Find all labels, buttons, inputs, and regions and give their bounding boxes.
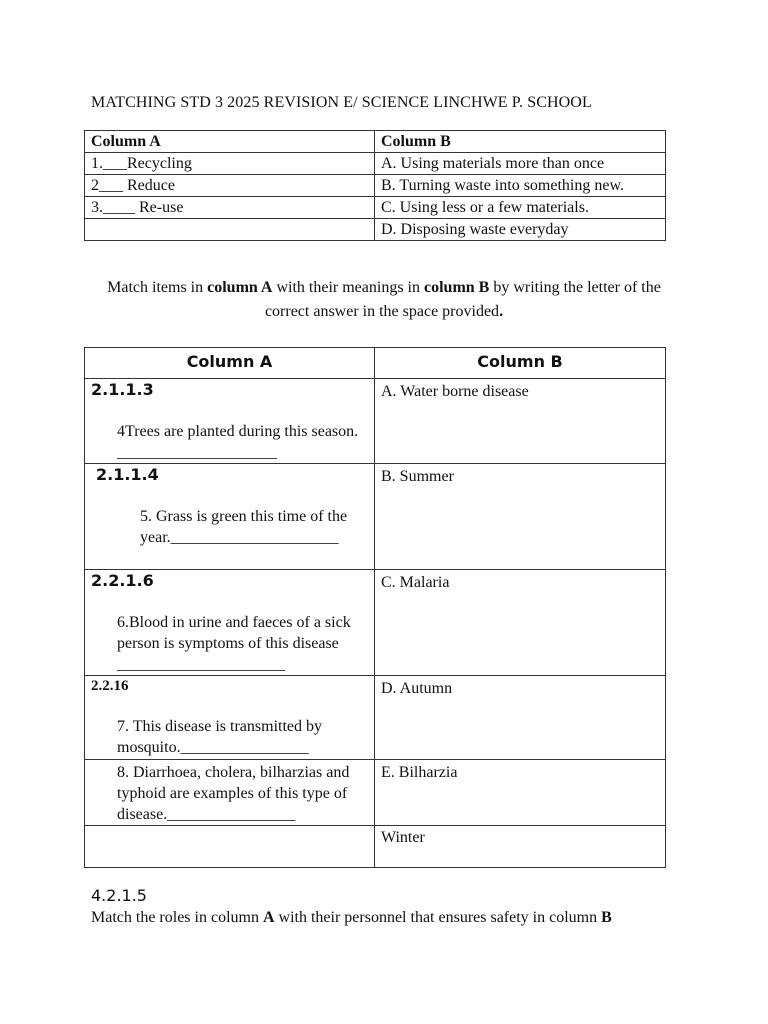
column-b-cell: A. Using materials more than once	[375, 153, 666, 175]
column-a-header: Column A	[85, 131, 375, 153]
final-instruction: Match the roles in column A with their personnel that ensures safety in column B	[91, 909, 612, 926]
table-row	[85, 570, 666, 676]
matching-table-waste	[84, 130, 666, 241]
question-cell	[85, 464, 375, 570]
table-row	[85, 175, 666, 197]
table-row	[85, 826, 666, 868]
table-row	[85, 219, 666, 241]
question-text: 6.Blood in urine and faeces of a sick person is symptoms of this disease _____________________	[117, 614, 351, 673]
question-cell	[85, 570, 375, 676]
table-row	[85, 676, 666, 760]
answer-cell: C. Malaria	[375, 570, 666, 676]
table-row	[85, 464, 666, 570]
question-cell	[85, 676, 375, 760]
question-code: 2.2.16	[91, 678, 129, 694]
question-code: 2.1.1.4	[96, 465, 159, 484]
instruction-text: Match items in column A with their meanings in column B by writing the letter of the correct answer in the space provided.	[107, 279, 661, 320]
table-row	[85, 760, 666, 826]
question-cell	[85, 760, 375, 826]
column-a-cell: 1.___Recycling	[85, 153, 375, 175]
column-b-header: Column B	[375, 131, 666, 153]
column-b-cell: B. Turning waste into something new.	[375, 175, 666, 197]
answer-cell: A. Water borne disease	[375, 379, 666, 464]
question-text: 8. Diarrhoea, cholera, bilharzias and typhoid are examples of this type of disease.________________	[117, 764, 350, 823]
question-code: 2.2.1.6	[91, 571, 154, 590]
answer-cell: D. Autumn	[375, 676, 666, 760]
table-header-row	[85, 348, 666, 379]
column-a-cell: 3.____ Re-use	[85, 197, 375, 219]
question-text: 4Trees are planted during this season. ____________________	[117, 423, 359, 461]
matching-table-seasons-diseases	[84, 347, 666, 868]
page-title: MATCHING STD 3 2025 REVISION E/ SCIENCE LINCHWE P. SCHOOL	[91, 94, 592, 111]
table-row	[85, 379, 666, 464]
answer-cell: B. Summer	[375, 464, 666, 570]
column-a-cell: 2___ Reduce	[85, 175, 375, 197]
question-code: 2.1.1.3	[91, 380, 154, 399]
table-row	[85, 197, 666, 219]
column-a-cell	[85, 219, 375, 241]
question-text: 5. Grass is green this time of the year._____________________	[140, 508, 348, 546]
column-b-cell: D. Disposing waste everyday	[375, 219, 666, 241]
column-b-header: Column B	[375, 348, 666, 379]
answer-cell: E. Bilharzia	[375, 760, 666, 826]
column-a-header: Column A	[85, 348, 375, 379]
section-code: 4.2.1.5	[91, 886, 147, 905]
answer-cell: Winter	[375, 826, 666, 868]
table-header-row	[85, 131, 666, 153]
question-cell	[85, 826, 375, 868]
question-text: 7. This disease is transmitted by mosquito.________________	[117, 718, 323, 756]
question-cell	[85, 379, 375, 464]
column-b-cell: C. Using less or a few materials.	[375, 197, 666, 219]
table-row	[85, 153, 666, 175]
